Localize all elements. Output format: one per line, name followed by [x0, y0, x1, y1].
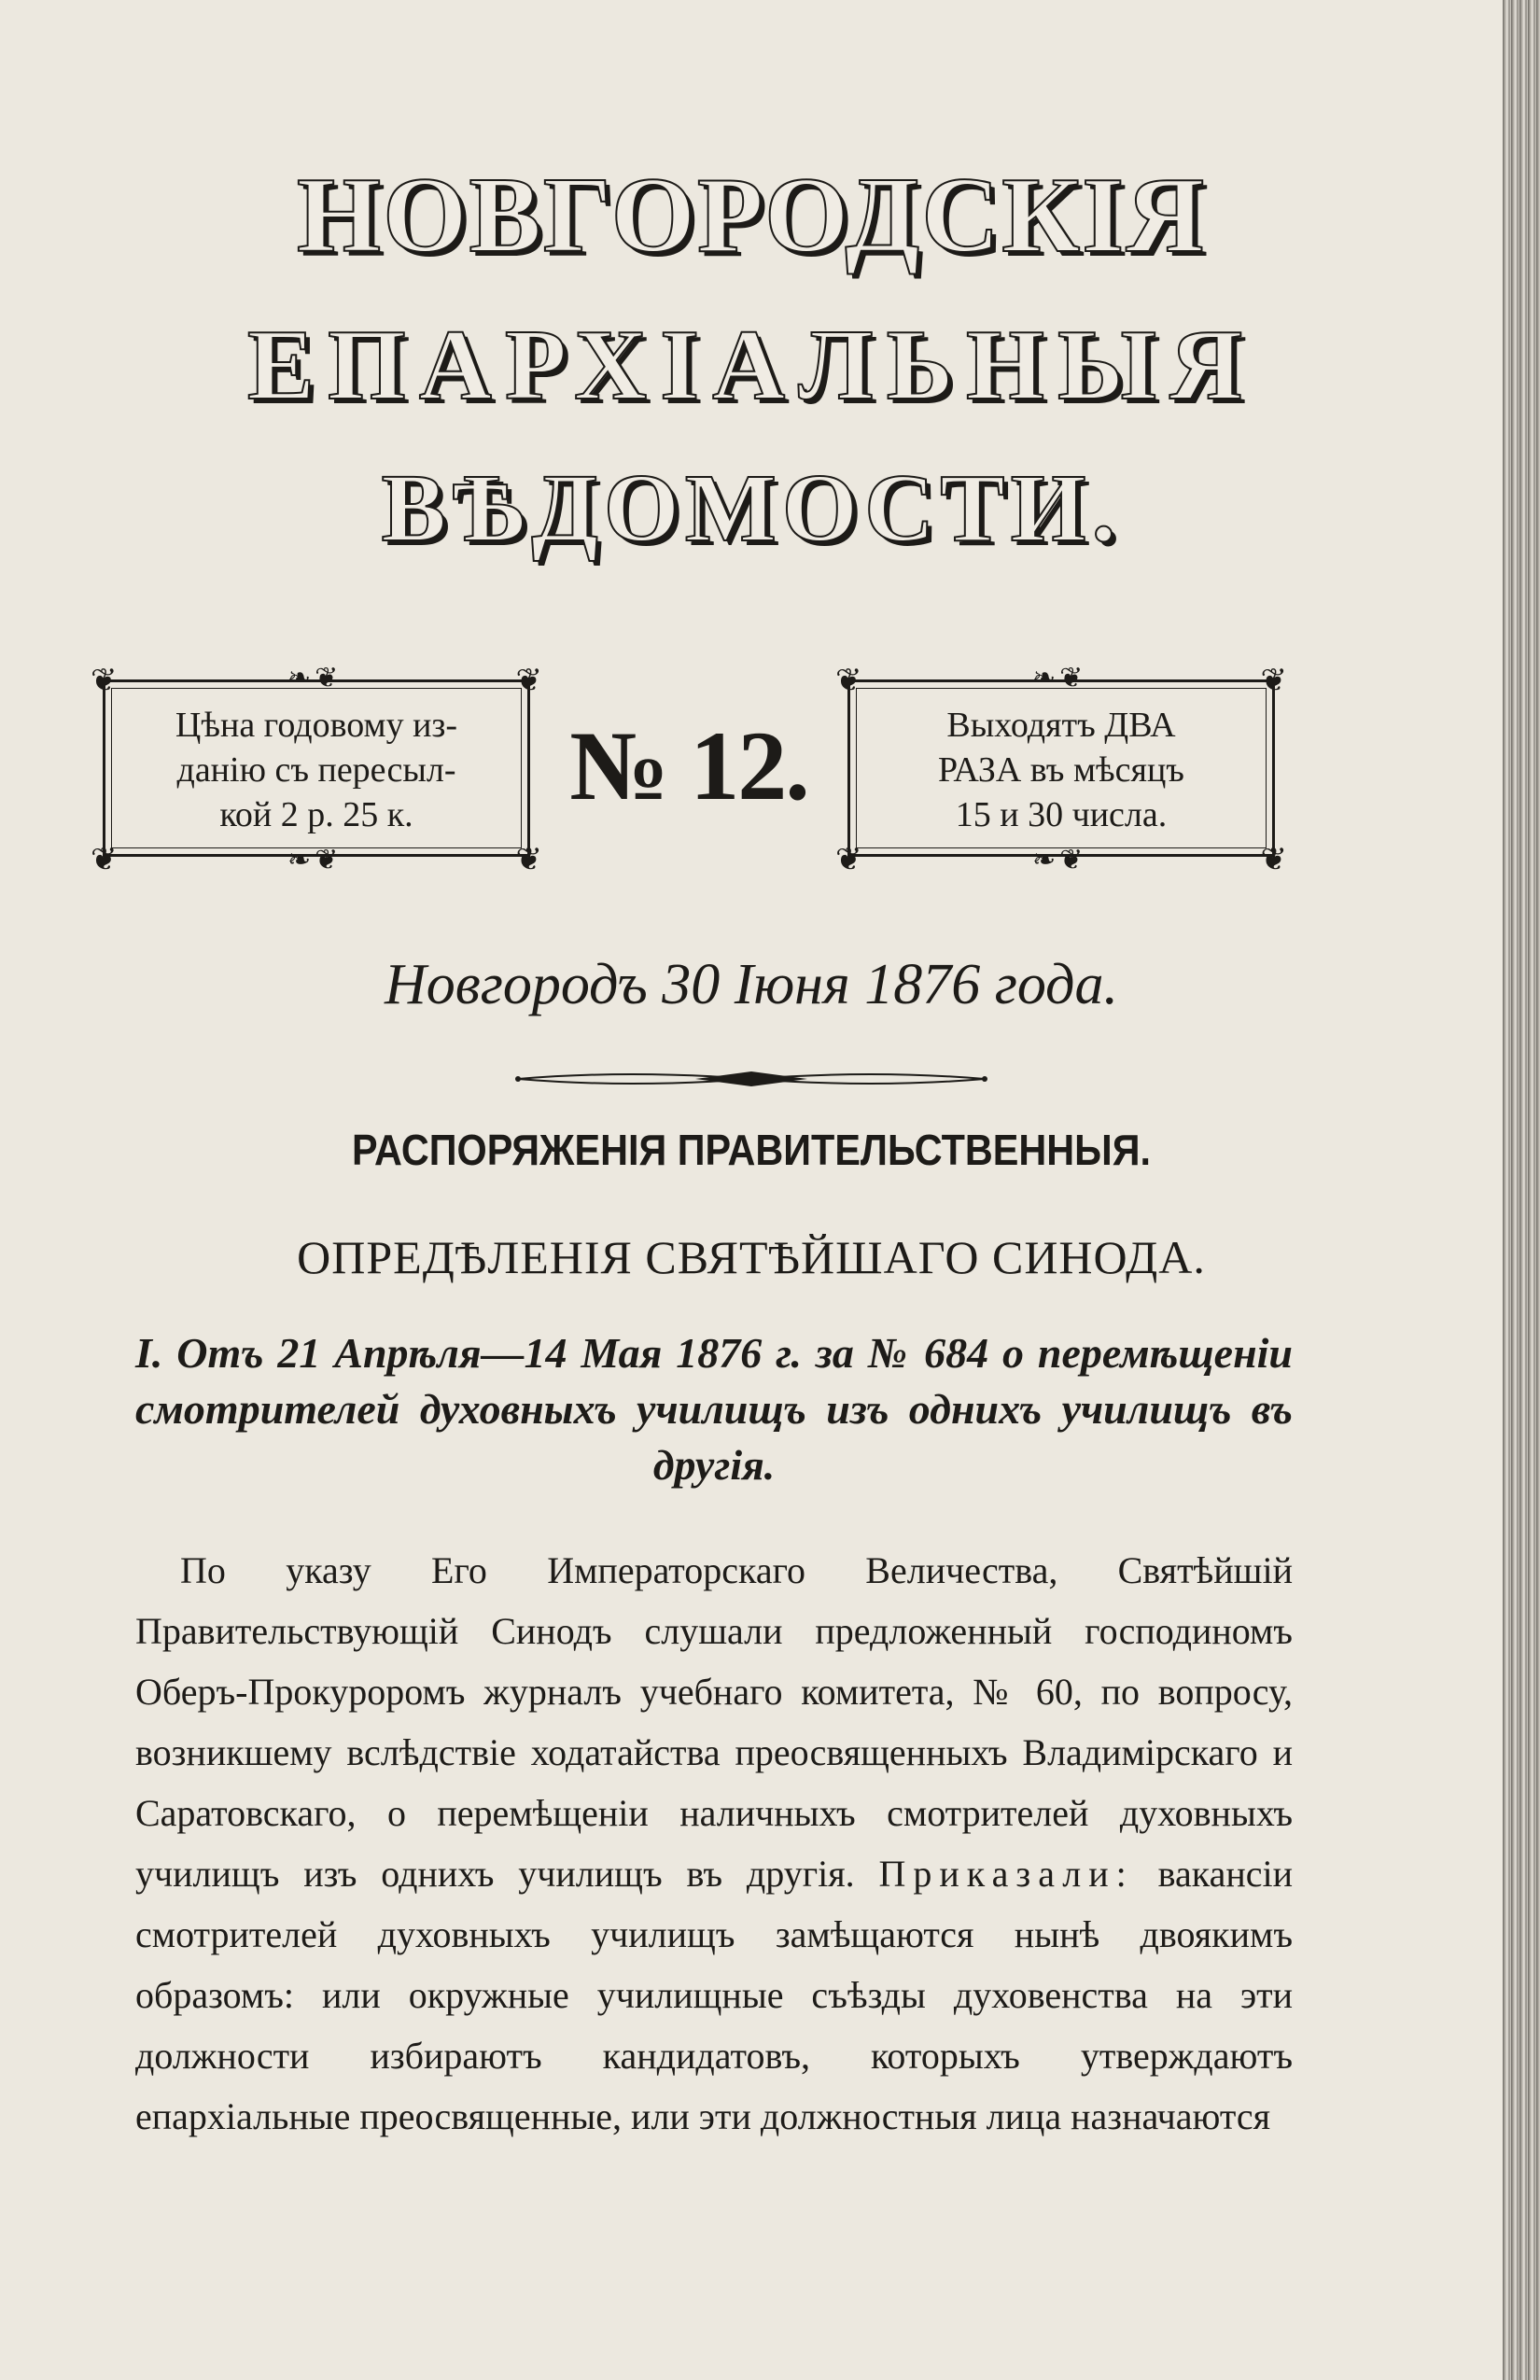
section-heading: РАСПОРЯЖЕНІЯ ПРАВИТЕЛЬСТВЕННЫЯ.: [352, 1126, 1151, 1174]
corner-ornament-icon: ❦: [515, 664, 542, 698]
center-ornament-icon: ❧❦: [1032, 845, 1087, 875]
article-body: [135, 1540, 1293, 2147]
corner-ornament-icon: ❦: [1260, 843, 1287, 877]
page-edge: [1503, 0, 1540, 2380]
dateline: Новгородъ 30 Іюня 1876 года.: [385, 953, 1118, 1016]
corner-ornament-icon: ❦: [1260, 664, 1287, 698]
center-ornament-icon: ❧❦: [287, 845, 343, 875]
price-box: [91, 663, 542, 877]
schedule-box: [835, 663, 1287, 877]
corner-ornament-icon: ❦: [91, 664, 118, 698]
body-text-part-1: По указу Его Императорскаго Величества, Святѣйшій Правительствующій Синодъ слушали предложенный господиномъ Оберъ-Прокуроромъ журналъ учебнаго комитета, № 60, по вопросу, возникшему вслѣдствіе ходатайства преосвященныхъ Владимірскаго и Саратовскаго, о перемѣщеніи наличныхъ смотрителей духовныхъ училищъ изъ однихъ училищъ въ другія.: [135, 1549, 1293, 1895]
corner-ornament-icon: ❦: [91, 843, 118, 877]
price-line-2: данію съ пересыл-: [176, 750, 456, 790]
corner-ornament-icon: ❦: [835, 843, 862, 877]
schedule-line-1: Выходятъ ДВА: [946, 706, 1176, 745]
schedule-line-2: РАЗА въ мѣсяцъ: [938, 750, 1184, 790]
center-ornament-icon: ❧❦: [1032, 663, 1087, 693]
center-ornament-icon: ❧❦: [287, 663, 343, 693]
corner-ornament-icon: ❦: [515, 843, 542, 877]
schedule-line-3: 15 и 30 числа.: [955, 795, 1168, 834]
body-text-part-2: вакансіи смотрителей духовныхъ училищъ замѣщаются нынѣ двоякимъ образомъ: или окружные училищные съѣзды духовенства на эти должности избираютъ кандидатовъ, которыхъ утверждаютъ епархіальные преосвященные, или эти должностныя лица назначаются: [135, 1853, 1293, 2137]
article-title: I. Отъ 21 Апрѣля—14 Мая 1876 г. за № 684 о перемѣщеніи смотрителей духовныхъ училищъ изъ однихъ училищъ въ другія.: [135, 1329, 1293, 1489]
masthead-line-1: НОВГОРОДСКІЯ: [296, 156, 1207, 275]
spaced-word-prikazali: Приказали:: [878, 1853, 1134, 1895]
issue-number: № 12.: [569, 711, 808, 820]
masthead-line-3: ВѢДОМОСТИ.: [381, 455, 1122, 562]
subsection-heading: ОПРЕДѢЛЕНІЯ СВЯТѢЙШАГО СИНОДА.: [297, 1231, 1206, 1283]
article-paragraph: [135, 1540, 1293, 2147]
price-line-3: кой 2 р. 25 к.: [219, 795, 413, 834]
masthead-line-2: ЕПАРХІАЛЬНЫЯ: [246, 310, 1256, 421]
decorative-rule-icon: [509, 1066, 994, 1092]
price-line-1: Цѣна годовому из-: [175, 706, 458, 745]
corner-ornament-icon: ❦: [835, 664, 862, 698]
